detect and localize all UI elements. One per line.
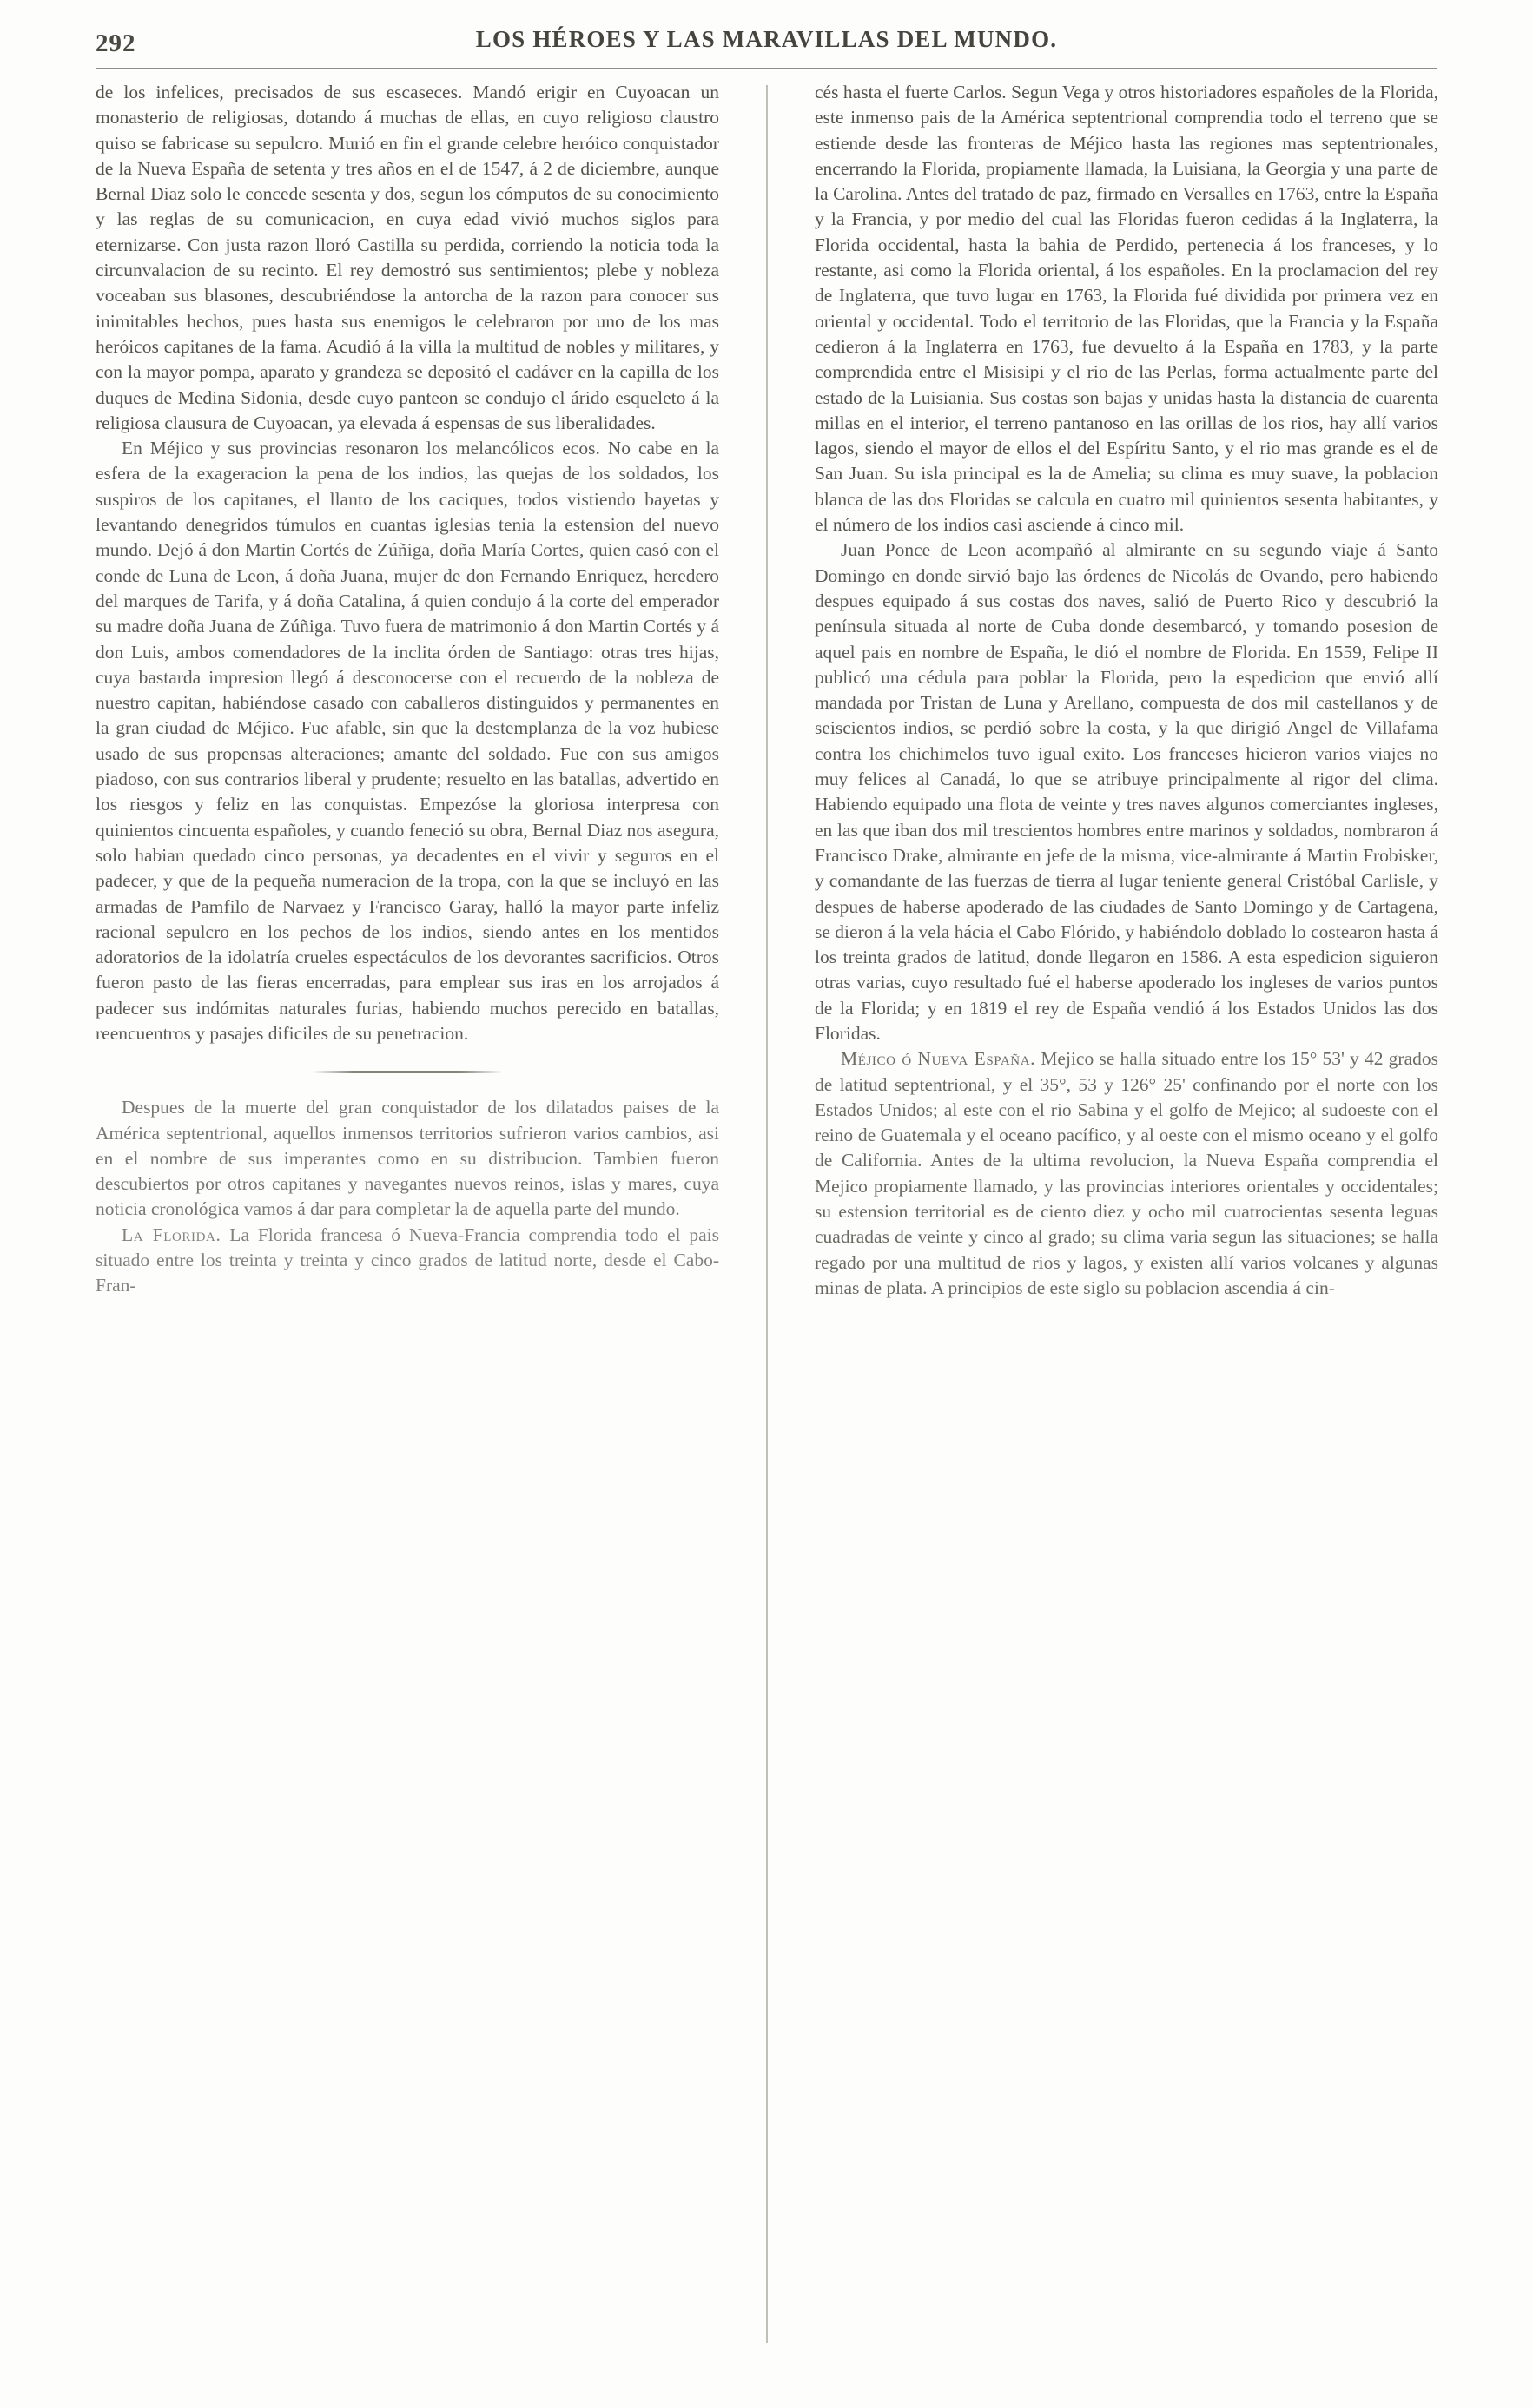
page-number: 292 xyxy=(96,30,136,57)
left-column xyxy=(96,80,719,2372)
paragraph: cés hasta el fuerte Carlos. Segun Vega y otros historiadores españoles de la Florida, este inmenso pais de la América septentrional comprendia todo el terreno que se estiende desde las fronteras de Méjico hasta las regiones mas septentrionales, encerrando la Florida, propiamente llamada, la Luisiana, la Georgia y una parte de la Carolina. Antes del tratado de paz, firmado en Versalles en 1763, entre la España y la Francia, y por medio del cual las Floridas fueron cedidas á la Inglaterra, la Florida occidental, hasta la bahia de Perdido, pertenecia á los franceses, y lo restante, asi como la Florida oriental, á los españoles. En la proclamacion del rey de Inglaterra, que tuvo lugar en 1763, la Florida fué dividida por primera vez en oriental y occidental. Todo el territorio de las Floridas, que la Francia y la España cedieron á la Inglaterra en 1763, fue devuelto á la España en 1783, y la parte comprendida entre el Misisipi y el rio de las Perlas, forma actualmente parte del estado de la Luisiania. Sus costas son bajas y unidas hasta la distancia de cuarenta millas en el interior, el terreno pantanoso en las orillas de los rios, hay allí varios lagos, siendo el mayor de ellos el del Espíritu Santo, y el rio mas grande es el de San Juan. Su isla principal es la de Amelia; su clima es muy suave, la poblacion blanca de las dos Floridas se calcula en cuatro mil quinientos sesenta habitantes, y el número de los indios casi asciende á cinco mil. xyxy=(815,82,1438,536)
decorative-rule-ornament xyxy=(312,1067,503,1076)
paragraph-text: Mejico se halla situado entre los 15° 53' y 42 grados de latitud septentrional, y el 35°, 53 y 126° 25' confinando por el norte con los Estados Unidos; al este con el rio Sabina y el golfo de Mejico; al sudoeste con el reino de Guatemala y el oceano pacífico, y al oeste con el mismo oceano y el golfo de California. Antes de la ultima revolucion, la Nueva España comprendia el Mejico propiamente llamado, y las provincias interiores orientales y occidentales; su estension territorial es de ciento diez y ocho mil cuatrocientas sesenta leguas cuadradas de veinte y cinco al grado; su clima varia segun las situaciones; se halla regado por una multitud de rios y lagos, y existen allí varios volcanes y algunas minas de plata. A principios de este siglo su poblacion ascendia á cin- xyxy=(815,1048,1438,1298)
paragraph: Despues de la muerte del gran conquistador de los dilatados paises de la América septentrional, aquellos inmensos territorios sufrieron varios cambios, asi en el nombre de sus imperantes como en su distribucion. Tambien fueron descubiertos por otros capitanes y navegantes nuevos reinos, islas y mares, cuya noticia cronológica vamos á dar para completar la de aquella parte del mundo. xyxy=(96,1097,719,1220)
header-rule xyxy=(96,68,1437,69)
page-header xyxy=(96,26,1437,66)
paragraph: En Méjico y sus provincias resonaron los melancólicos ecos. No cabe en la esfera de la exageracion la pena de los indios, las quejas de los soldados, los suspiros de los capitanes, el llanto de los caciques, todos vistiendo bayetas y levantando denegridos túmulos en cuantas iglesias tenia la estension del nuevo mundo. Dejó á don Martin Cortés de Zúñiga, doña María Cortes, quien casó con el conde de Luna de Leon, á doña Juana, mujer de don Fernando Enriquez, heredero del marques de Tarifa, y á doña Catalina, á quien condujo á la corte del emperador su madre doña Juana de Zúñiga. Tuvo fuera de matrimonio á don Martin Cortés y á don Luis, ambos comendadores de la inclita órden de Santiago: otras tres hijas, cuya bastarda impresion llegó á desconocerse con el recuerdo de la nobleza de nuestro capitan, habiéndose casado con caballeros distinguidos y permanentes en la gran ciudad de Méjico. Fue afable, sin que la destemplanza de la voz hubiese usado de sus propensas alteraciones; amante del soldado. Fue con sus amigos piadoso, con sus contrarios liberal y prudente; resuelto en las batallas, advertido en los riesgos y feliz en las conquistas. Empezóse la gloriosa interpresa con quinientos cincuenta españoles, y cuando feneció su obra, Bernal Diaz nos asegura, solo habian quedado cinco personas, ya decadentes en el vivir y seguros en el padecer, y que de la pequeña numeracion de la tropa, con la que se incluyó en las armadas de Pamfilo de Narvaez y Francisco Garay, halló la mayor parte infeliz racional sepulcro en los pechos de los indios, siendo antes en los mentidos adoratorios de la idolatría crueles espectáculos de los devorantes sacrificios. Otros fueron pasto de las fieras encerradas, para emplear sus iras en los arrojados á padecer sus indómitas naturales furias, habiendo muchos perecido en batallas, reencuentros y pasajes dificiles de su penetracion. xyxy=(96,438,719,1044)
paragraph: Juan Ponce de Leon acompañó al almirante en su segundo viaje á Santo Domingo en donde sirvió bajo las órdenes de Nicolás de Ovando, pero habiendo despues equipado á sus costas dos naves, salió de Puerto Rico y descubrió la península situada al norte de Cuba donde desembarcó, y tomando posesion de aquel pais en nombre de España, le dió el nombre de Florida. En 1559, Felipe II publicó una cédula para poblar la Florida, pero la espedicion que envió allí mandada por Tristan de Luna y Arellano, compuesta de dos mil castellanos y de seiscientos indios, se perdió sobre la costa, y la que dirigió Angel de Villafama contra los chichimelos tuvo igual exito. Los franceses hicieron varios viajes no muy felices al Canadá, lo que se atribuye principalmente al rigor del clima. Habiendo equipado una flota de veinte y tres naves algunos comerciantes ingleses, en las que iban dos mil trescientos hombres entre marinos y soldados, nombraron á Francisco Drake, almirante en jefe de la misma, vice-almirante á Martin Frobisker, y comandante de las fuerzas de tierra al lugar teniente general Cristóbal Carlisle, y despues de haberse apoderado de las ciudades de Santo Domingo y de Cartagena, se dieron á la vela hácia el Cabo Flórido, y habiéndolo doblado lo costearon hasta á los treinta grados de latitud, donde llegaron en 1586. A esta espedicion siguieron otras varias, cuyo resultado fué el haberse apoderado los ingleses de varios puntos de la Florida; y en 1819 el rey de España vendió á los Estados Unidos las dos Floridas. xyxy=(815,539,1438,1044)
paragraph-with-heading xyxy=(96,1223,719,1299)
right-column xyxy=(815,80,1438,2372)
column-divider xyxy=(766,85,768,2343)
section-heading-mejico: Méjico ó Nueva España. xyxy=(841,1048,1036,1070)
running-title: LOS HÉROES Y LAS MARAVILLAS DEL MUNDO. xyxy=(475,26,1058,52)
paragraph-text: La Florida francesa ó Nueva-Francia comprendia todo el pais situado entre los treinta y treinta y cinco grados de latitud norte, desde el Cabo-Fran- xyxy=(96,1224,719,1296)
body-columns xyxy=(96,80,1437,2372)
paragraph-with-heading xyxy=(815,1046,1438,1301)
section-heading-la-florida: La Florida. xyxy=(122,1224,221,1245)
paragraph: de los infelices, precisados de sus escaseces. Mandó erigir en Cuyoacan un monasterio de religiosas, dotando á muchas de ellas, en cuyo religioso claustro quiso se fabricase su sepulcro. Murió en fin el grande celebre heróico conquistador de la Nueva España de setenta y tres años en el de 1547, á 2 de diciembre, aunque Bernal Diaz solo le concede sesenta y dos, segun los cómputos de su conocimiento y las reglas de su comunicacion, en cuya edad vivió muchos siglos para eternizarse. Con justa razon lloró Castilla su perdida, corriendo la noticia toda la circunvalacion de su recinto. El rey demostró sus sentimientos; plebe y nobleza voceaban sus blasones, descubriéndose la antorcha de la razon para conocer sus inimitables hechos, pues hasta sus enemigos le celebraron por uno de los mas heróicos capitanes de la fama. Acudió á la villa la multitud de nobles y militares, y con la mayor pompa, aparato y grandeza se depositó el cadáver en la capilla de los duques de Medina Sidonia, desde cuyo panteon se condujo el árido esqueleto á la religiosa clausura de Cuyoacan, ya elevada á espensas de sus liberalidades. xyxy=(96,82,719,433)
